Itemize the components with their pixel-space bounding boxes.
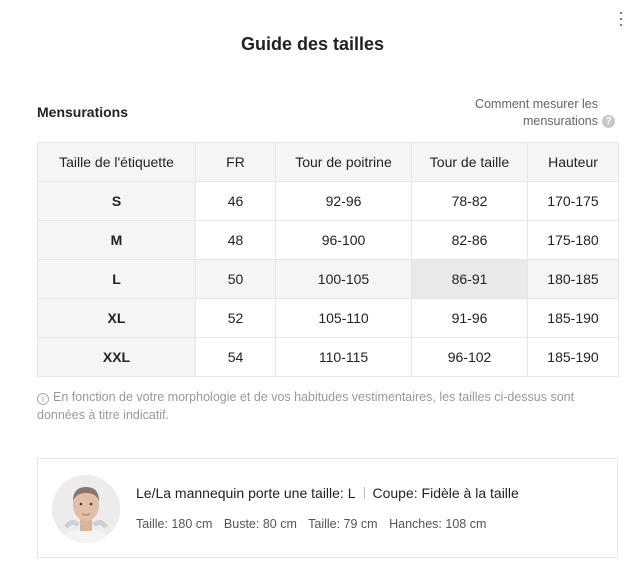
header-waist: Tour de taille: [412, 143, 528, 182]
cell-waist: 96-102: [412, 338, 528, 377]
cell-waist-highlighted: 86-91: [412, 260, 528, 299]
question-icon: ?: [602, 115, 615, 128]
info-icon: i: [37, 393, 49, 405]
more-options-icon[interactable]: [620, 12, 623, 26]
page-title: Guide des tailles: [240, 34, 385, 54]
table-row: [38, 338, 619, 377]
size-disclaimer-text: En fonction de votre morphologie et de vos habitudes vestimentaires, les tailles ci-dessus sont données à titre indicatif.: [37, 390, 575, 422]
size-disclaimer: [37, 388, 607, 424]
model-fit-text: Coupe: Fidèle à la taille: [372, 485, 519, 501]
cell-waist: 91-96: [412, 299, 528, 338]
cell-fr: 46: [196, 182, 276, 221]
model-stat-hips: Hanches: 108 cm: [389, 517, 487, 531]
cell-fr: 48: [196, 221, 276, 260]
table-header-row: [38, 143, 619, 182]
cell-fr: 52: [196, 299, 276, 338]
how-to-measure-label: Comment mesurer les mensurations: [475, 97, 598, 128]
cell-fr: 50: [196, 260, 276, 299]
model-size-line: [136, 485, 519, 501]
header-fr: FR: [196, 143, 276, 182]
divider: [364, 487, 365, 499]
cell-chest: 96-100: [276, 221, 412, 260]
cell-chest: 100-105: [276, 260, 412, 299]
cell-height: 180-185: [528, 260, 619, 299]
cell-waist: 82-86: [412, 221, 528, 260]
model-avatar: [52, 475, 120, 543]
cell-fr: 54: [196, 338, 276, 377]
cell-size: M: [38, 221, 196, 260]
cell-height: 185-190: [528, 338, 619, 377]
how-to-measure-link[interactable]: [458, 96, 615, 130]
cell-height: 185-190: [528, 299, 619, 338]
cell-chest: 92-96: [276, 182, 412, 221]
header-label-size: Taille de l'étiquette: [38, 143, 196, 182]
cell-size: XL: [38, 299, 196, 338]
size-table: [37, 142, 619, 377]
model-info-card: [37, 458, 618, 558]
measurements-section-title: Mensurations: [37, 104, 129, 120]
cell-waist: 78-82: [412, 182, 528, 221]
table-row-highlighted: [38, 260, 619, 299]
cell-height: 170-175: [528, 182, 619, 221]
header-height: Hauteur: [528, 143, 619, 182]
model-stats: [136, 517, 494, 531]
cell-chest: 105-110: [276, 299, 412, 338]
model-stat-height: Taille: 180 cm: [136, 517, 213, 531]
cell-size: XXL: [38, 338, 196, 377]
header-chest: Tour de poitrine: [276, 143, 412, 182]
table-row: [38, 182, 619, 221]
cell-size: L: [38, 260, 196, 299]
model-stat-waist: Taille: 79 cm: [308, 517, 378, 531]
cell-chest: 110-115: [276, 338, 412, 377]
table-row: [38, 221, 619, 260]
table-row: [38, 299, 619, 338]
cell-height: 175-180: [528, 221, 619, 260]
model-stat-bust: Buste: 80 cm: [223, 517, 297, 531]
cell-size: S: [38, 182, 196, 221]
model-size-text: Le/La mannequin porte une taille: L: [136, 485, 356, 501]
